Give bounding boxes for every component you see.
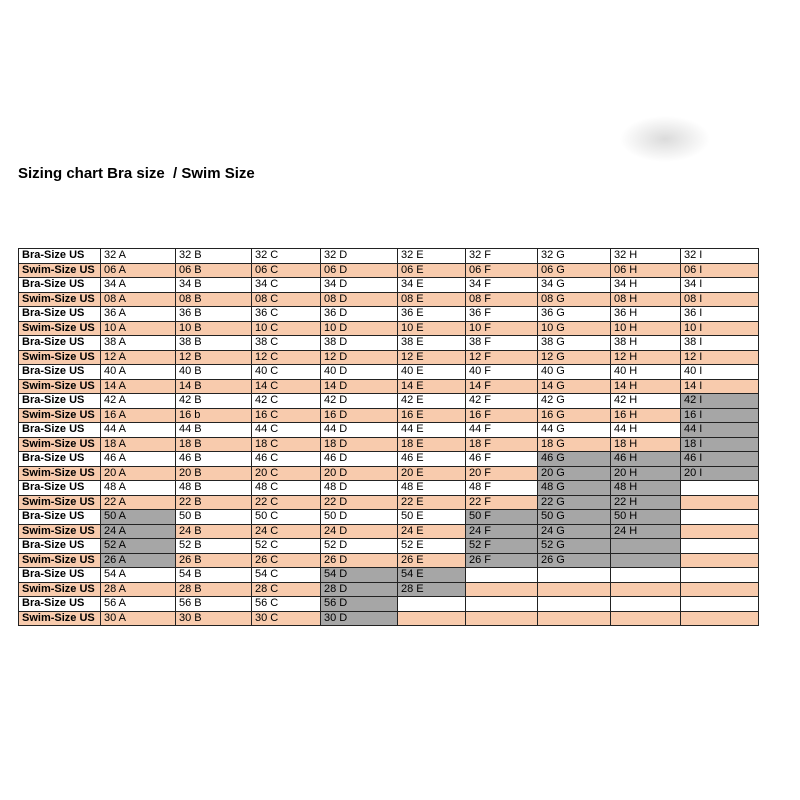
row-label-cell: Swim-Size US: [19, 292, 101, 307]
row-label-cell: Swim-Size US: [19, 321, 101, 336]
sizing-table: [18, 248, 759, 626]
size-cell: 38 A: [101, 336, 176, 351]
size-cell: 26 E: [398, 553, 466, 568]
table-row-2: [19, 263, 759, 278]
size-cell: 52 G: [538, 539, 611, 554]
size-cell: 52 D: [321, 539, 398, 554]
size-cell: 34 F: [466, 278, 538, 293]
size-cell: 50 C: [252, 510, 321, 525]
size-cell: 14 H: [611, 379, 681, 394]
table-row-15: [19, 452, 759, 467]
size-cell: 40 F: [466, 365, 538, 380]
size-cell: 06 I: [681, 263, 759, 278]
size-cell: 40 C: [252, 365, 321, 380]
size-cell: 20 C: [252, 466, 321, 481]
size-cell: 14 C: [252, 379, 321, 394]
size-cell: 20 I: [681, 466, 759, 481]
table-row-9: [19, 365, 759, 380]
size-cell: 10 F: [466, 321, 538, 336]
size-cell: 34 D: [321, 278, 398, 293]
size-cell: 18 G: [538, 437, 611, 452]
size-cell: 24 H: [611, 524, 681, 539]
size-cell: 16 D: [321, 408, 398, 423]
size-cell: 40 B: [176, 365, 252, 380]
size-cell: 48 D: [321, 481, 398, 496]
size-cell: 06 F: [466, 263, 538, 278]
size-cell: 20 G: [538, 466, 611, 481]
size-cell: 16 C: [252, 408, 321, 423]
size-cell: 06 D: [321, 263, 398, 278]
size-cell: 32 E: [398, 249, 466, 264]
size-cell: 18 A: [101, 437, 176, 452]
size-cell: 24 E: [398, 524, 466, 539]
size-cell: 18 C: [252, 437, 321, 452]
size-cell: 24 G: [538, 524, 611, 539]
empty-cell: [681, 611, 759, 626]
size-cell: 48 H: [611, 481, 681, 496]
size-cell: 08 F: [466, 292, 538, 307]
size-cell: 22 A: [101, 495, 176, 510]
empty-cell: [466, 582, 538, 597]
size-cell: 16 E: [398, 408, 466, 423]
size-cell: 26 C: [252, 553, 321, 568]
size-cell: 32 A: [101, 249, 176, 264]
size-cell: 54 D: [321, 568, 398, 583]
size-cell: 32 H: [611, 249, 681, 264]
size-cell: 46 E: [398, 452, 466, 467]
size-cell: 52 E: [398, 539, 466, 554]
size-cell: 38 E: [398, 336, 466, 351]
empty-cell: [398, 611, 466, 626]
table-row-17: [19, 481, 759, 496]
row-label-cell: Swim-Size US: [19, 466, 101, 481]
row-label-cell: Bra-Size US: [19, 394, 101, 409]
size-cell: 14 B: [176, 379, 252, 394]
size-cell: 08 H: [611, 292, 681, 307]
size-cell: 10 C: [252, 321, 321, 336]
empty-cell: [681, 524, 759, 539]
size-cell: 20 D: [321, 466, 398, 481]
size-cell: 52 B: [176, 539, 252, 554]
size-cell: 18 D: [321, 437, 398, 452]
size-cell: 32 F: [466, 249, 538, 264]
size-cell: 34 E: [398, 278, 466, 293]
size-cell: 30 A: [101, 611, 176, 626]
sizing-table-body: [19, 249, 759, 626]
size-cell: 44 I: [681, 423, 759, 438]
size-cell: 36 A: [101, 307, 176, 322]
size-cell: 12 A: [101, 350, 176, 365]
empty-cell: [681, 553, 759, 568]
faint-smudge: [620, 116, 710, 162]
size-cell: 10 G: [538, 321, 611, 336]
table-row-16: [19, 466, 759, 481]
empty-cell: [681, 510, 759, 525]
table-row-23: [19, 568, 759, 583]
size-cell: 12 G: [538, 350, 611, 365]
empty-cell: [538, 597, 611, 612]
empty-cell: [681, 597, 759, 612]
empty-cell: [611, 597, 681, 612]
size-cell: 50 H: [611, 510, 681, 525]
size-cell: 12 B: [176, 350, 252, 365]
table-row-3: [19, 278, 759, 293]
empty-cell: [538, 582, 611, 597]
size-cell: 16 H: [611, 408, 681, 423]
table-row-21: [19, 539, 759, 554]
row-label-cell: Swim-Size US: [19, 553, 101, 568]
size-cell: 48 A: [101, 481, 176, 496]
size-cell: 06 G: [538, 263, 611, 278]
empty-cell: [611, 539, 681, 554]
table-row-10: [19, 379, 759, 394]
size-cell: 42 A: [101, 394, 176, 409]
size-cell: 44 H: [611, 423, 681, 438]
empty-cell: [611, 611, 681, 626]
size-cell: 30 C: [252, 611, 321, 626]
size-cell: 08 A: [101, 292, 176, 307]
size-cell: 18 I: [681, 437, 759, 452]
row-label-cell: Bra-Size US: [19, 452, 101, 467]
table-row-5: [19, 307, 759, 322]
row-label-cell: Swim-Size US: [19, 437, 101, 452]
empty-cell: [538, 611, 611, 626]
table-row-18: [19, 495, 759, 510]
row-label-cell: Bra-Size US: [19, 510, 101, 525]
size-cell: 56 C: [252, 597, 321, 612]
size-cell: 42 F: [466, 394, 538, 409]
size-cell: 40 I: [681, 365, 759, 380]
size-cell: 22 F: [466, 495, 538, 510]
size-cell: 06 E: [398, 263, 466, 278]
row-label-cell: Bra-Size US: [19, 568, 101, 583]
size-cell: 22 D: [321, 495, 398, 510]
size-cell: 38 F: [466, 336, 538, 351]
table-row-19: [19, 510, 759, 525]
page-title: Sizing chart Bra size / Swim Size: [18, 165, 255, 182]
size-cell: 28 D: [321, 582, 398, 597]
row-label-cell: Bra-Size US: [19, 539, 101, 554]
size-cell: 40 A: [101, 365, 176, 380]
size-cell: 26 A: [101, 553, 176, 568]
size-cell: 32 D: [321, 249, 398, 264]
table-row-11: [19, 394, 759, 409]
size-cell: 14 D: [321, 379, 398, 394]
size-cell: 44 E: [398, 423, 466, 438]
empty-cell: [611, 568, 681, 583]
size-cell: 36 G: [538, 307, 611, 322]
size-cell: 36 H: [611, 307, 681, 322]
size-cell: 12 H: [611, 350, 681, 365]
size-cell: 06 A: [101, 263, 176, 278]
size-cell: 36 B: [176, 307, 252, 322]
size-cell: 40 E: [398, 365, 466, 380]
empty-cell: [538, 568, 611, 583]
size-cell: 40 D: [321, 365, 398, 380]
table-row-14: [19, 437, 759, 452]
size-cell: 32 B: [176, 249, 252, 264]
size-cell: 22 B: [176, 495, 252, 510]
size-cell: 34 A: [101, 278, 176, 293]
size-cell: 14 G: [538, 379, 611, 394]
size-cell: 54 B: [176, 568, 252, 583]
size-cell: 52 C: [252, 539, 321, 554]
size-cell: 44 A: [101, 423, 176, 438]
size-cell: 50 G: [538, 510, 611, 525]
row-label-cell: Swim-Size US: [19, 379, 101, 394]
empty-cell: [681, 582, 759, 597]
size-cell: 10 E: [398, 321, 466, 336]
size-cell: 32 C: [252, 249, 321, 264]
size-cell: 54 C: [252, 568, 321, 583]
size-cell: 50 B: [176, 510, 252, 525]
empty-cell: [611, 553, 681, 568]
row-label-cell: Swim-Size US: [19, 263, 101, 278]
size-cell: 16 A: [101, 408, 176, 423]
size-cell: 48 E: [398, 481, 466, 496]
size-cell: 18 E: [398, 437, 466, 452]
table-row-20: [19, 524, 759, 539]
size-cell: 36 C: [252, 307, 321, 322]
table-row-1: [19, 249, 759, 264]
size-cell: 34 G: [538, 278, 611, 293]
size-cell: 36 F: [466, 307, 538, 322]
size-cell: 24 B: [176, 524, 252, 539]
size-cell: 32 G: [538, 249, 611, 264]
size-cell: 08 D: [321, 292, 398, 307]
size-cell: 56 B: [176, 597, 252, 612]
size-cell: 20 F: [466, 466, 538, 481]
size-cell: 12 D: [321, 350, 398, 365]
size-cell: 26 F: [466, 553, 538, 568]
table-row-22: [19, 553, 759, 568]
empty-cell: [681, 481, 759, 496]
row-label-cell: Bra-Size US: [19, 365, 101, 380]
empty-cell: [466, 597, 538, 612]
size-cell: 28 B: [176, 582, 252, 597]
size-cell: 50 E: [398, 510, 466, 525]
table-row-26: [19, 611, 759, 626]
size-cell: 28 E: [398, 582, 466, 597]
size-cell: 46 F: [466, 452, 538, 467]
size-cell: 06 H: [611, 263, 681, 278]
size-cell: 48 B: [176, 481, 252, 496]
table-row-6: [19, 321, 759, 336]
size-cell: 22 C: [252, 495, 321, 510]
size-cell: 08 B: [176, 292, 252, 307]
table-row-7: [19, 336, 759, 351]
size-cell: 24 A: [101, 524, 176, 539]
size-cell: 20 B: [176, 466, 252, 481]
size-cell: 20 A: [101, 466, 176, 481]
size-cell: 34 C: [252, 278, 321, 293]
size-cell: 46 H: [611, 452, 681, 467]
size-cell: 34 B: [176, 278, 252, 293]
size-cell: 08 I: [681, 292, 759, 307]
size-cell: 30 B: [176, 611, 252, 626]
size-cell: 42 H: [611, 394, 681, 409]
size-cell: 46 D: [321, 452, 398, 467]
size-cell: 22 G: [538, 495, 611, 510]
size-cell: 06 B: [176, 263, 252, 278]
size-cell: 10 D: [321, 321, 398, 336]
size-cell: 10 H: [611, 321, 681, 336]
size-cell: 24 F: [466, 524, 538, 539]
size-cell: 56 D: [321, 597, 398, 612]
size-cell: 14 F: [466, 379, 538, 394]
size-cell: 38 I: [681, 336, 759, 351]
size-cell: 46 I: [681, 452, 759, 467]
row-label-cell: Bra-Size US: [19, 307, 101, 322]
size-cell: 16 G: [538, 408, 611, 423]
size-cell: 42 I: [681, 394, 759, 409]
size-cell: 46 A: [101, 452, 176, 467]
size-cell: 16 F: [466, 408, 538, 423]
size-cell: 12 C: [252, 350, 321, 365]
size-cell: 54 A: [101, 568, 176, 583]
size-cell: 26 G: [538, 553, 611, 568]
empty-cell: [681, 568, 759, 583]
empty-cell: [466, 611, 538, 626]
size-cell: 14 I: [681, 379, 759, 394]
size-cell: 42 D: [321, 394, 398, 409]
size-cell: 46 G: [538, 452, 611, 467]
size-cell: 38 B: [176, 336, 252, 351]
empty-cell: [611, 582, 681, 597]
row-label-cell: Bra-Size US: [19, 278, 101, 293]
size-cell: 12 E: [398, 350, 466, 365]
size-cell: 30 D: [321, 611, 398, 626]
size-cell: 48 F: [466, 481, 538, 496]
size-cell: 32 I: [681, 249, 759, 264]
row-label-cell: Bra-Size US: [19, 336, 101, 351]
row-label-cell: Swim-Size US: [19, 350, 101, 365]
size-cell: 28 C: [252, 582, 321, 597]
size-cell: 50 A: [101, 510, 176, 525]
size-cell: 44 G: [538, 423, 611, 438]
size-cell: 46 C: [252, 452, 321, 467]
empty-cell: [681, 495, 759, 510]
size-cell: 12 F: [466, 350, 538, 365]
size-cell: 36 E: [398, 307, 466, 322]
size-cell: 14 E: [398, 379, 466, 394]
size-cell: 50 F: [466, 510, 538, 525]
size-cell: 42 E: [398, 394, 466, 409]
size-cell: 42 G: [538, 394, 611, 409]
row-label-cell: Swim-Size US: [19, 611, 101, 626]
size-cell: 14 A: [101, 379, 176, 394]
empty-cell: [466, 568, 538, 583]
size-cell: 10 A: [101, 321, 176, 336]
size-cell: 16 b: [176, 408, 252, 423]
size-cell: 50 D: [321, 510, 398, 525]
size-cell: 38 C: [252, 336, 321, 351]
size-cell: 42 B: [176, 394, 252, 409]
size-cell: 28 A: [101, 582, 176, 597]
table-row-12: [19, 408, 759, 423]
row-label-cell: Bra-Size US: [19, 597, 101, 612]
size-cell: 22 E: [398, 495, 466, 510]
size-cell: 20 H: [611, 466, 681, 481]
size-cell: 26 D: [321, 553, 398, 568]
size-cell: 54 E: [398, 568, 466, 583]
table-row-25: [19, 597, 759, 612]
size-cell: 38 G: [538, 336, 611, 351]
size-cell: 40 H: [611, 365, 681, 380]
size-cell: 44 D: [321, 423, 398, 438]
empty-cell: [398, 597, 466, 612]
table-row-8: [19, 350, 759, 365]
size-cell: 20 E: [398, 466, 466, 481]
table-row-13: [19, 423, 759, 438]
row-label-cell: Swim-Size US: [19, 524, 101, 539]
size-cell: 38 H: [611, 336, 681, 351]
size-cell: 18 B: [176, 437, 252, 452]
size-cell: 34 I: [681, 278, 759, 293]
size-cell: 10 B: [176, 321, 252, 336]
size-cell: 24 D: [321, 524, 398, 539]
row-label-cell: Swim-Size US: [19, 582, 101, 597]
size-cell: 22 H: [611, 495, 681, 510]
size-cell: 36 I: [681, 307, 759, 322]
empty-cell: [681, 539, 759, 554]
table-row-4: [19, 292, 759, 307]
size-cell: 16 I: [681, 408, 759, 423]
size-cell: 12 I: [681, 350, 759, 365]
size-cell: 26 B: [176, 553, 252, 568]
size-cell: 44 C: [252, 423, 321, 438]
size-cell: 48 G: [538, 481, 611, 496]
size-cell: 56 A: [101, 597, 176, 612]
row-label-cell: Bra-Size US: [19, 249, 101, 264]
size-cell: 34 H: [611, 278, 681, 293]
size-cell: 24 C: [252, 524, 321, 539]
size-cell: 18 F: [466, 437, 538, 452]
size-cell: 10 I: [681, 321, 759, 336]
row-label-cell: Bra-Size US: [19, 481, 101, 496]
size-cell: 36 D: [321, 307, 398, 322]
size-cell: 52 A: [101, 539, 176, 554]
size-cell: 06 C: [252, 263, 321, 278]
size-cell: 46 B: [176, 452, 252, 467]
size-cell: 38 D: [321, 336, 398, 351]
table-row-24: [19, 582, 759, 597]
size-cell: 44 B: [176, 423, 252, 438]
size-cell: 42 C: [252, 394, 321, 409]
size-cell: 18 H: [611, 437, 681, 452]
row-label-cell: Bra-Size US: [19, 423, 101, 438]
row-label-cell: Swim-Size US: [19, 495, 101, 510]
size-cell: 08 E: [398, 292, 466, 307]
size-cell: 52 F: [466, 539, 538, 554]
row-label-cell: Swim-Size US: [19, 408, 101, 423]
size-cell: 44 F: [466, 423, 538, 438]
size-cell: 48 C: [252, 481, 321, 496]
size-cell: 08 C: [252, 292, 321, 307]
size-cell: 40 G: [538, 365, 611, 380]
size-cell: 08 G: [538, 292, 611, 307]
